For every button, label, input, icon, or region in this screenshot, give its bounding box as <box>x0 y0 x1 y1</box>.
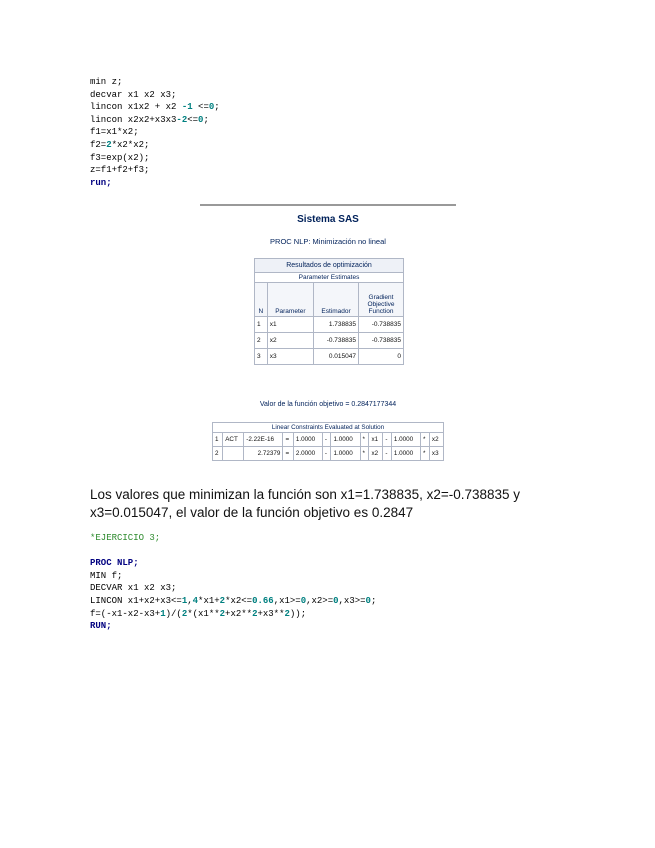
lincon-caption: Linear Constraints Evaluated at Solution <box>213 423 444 433</box>
conclusion-paragraph: Los valores que minimizan la función son x1=1.738835, x2=-0.738835 y x3=0.015047, el valor de la función objetivo es 0.2847 <box>90 487 521 520</box>
code-line: PROC NLP; <box>90 558 139 569</box>
code-line: LINCON x1+x2+x3<=1,4*x1+2*x2<=0.66,x1>=0,x2>=0,x3>=0; <box>90 595 377 606</box>
code-line: lincon x1x2 + x2 -1 <=0; <box>90 102 220 113</box>
table-row: 2 2.72379 = 2.0000 - 1.0000 * x2 - 1.0000 * x3 <box>213 447 444 461</box>
code-line: f2=2*x2*x2; <box>90 139 150 150</box>
sas-title: Sistema SAS <box>297 214 359 225</box>
linear-constraints-table <box>212 422 444 461</box>
code-line: z=f1+f2+f3; <box>90 165 150 176</box>
table-row: 1 x1 1.738835 -0.738835 <box>255 317 404 333</box>
code-comment: *EJERCICIO 3; <box>90 533 161 543</box>
code-line: min z; <box>90 77 123 87</box>
code-line: f=(-x1-x2-x3+1)/(2*(x1**2+x2**2+x3**2)); <box>90 608 307 619</box>
code-line: DECVAR x1 x2 x3; <box>90 583 177 594</box>
param-caption: Parameter Estimates <box>255 273 404 283</box>
code-block-1 <box>90 76 220 189</box>
objective-value: Valor de la función objetivo = 0.2847177344 <box>259 401 397 408</box>
table-row: 2 x2 -0.738835 -0.738835 <box>255 333 404 349</box>
code-line: f3=exp(x2); <box>90 152 150 163</box>
col-header: Gradient Objective Function <box>359 283 404 317</box>
code-line: decvar x1 x2 x3; <box>90 89 177 100</box>
col-header: Estimador <box>314 283 359 317</box>
col-header: Parameter <box>267 283 313 317</box>
table-row: 3 x3 0.015047 0 <box>255 349 404 365</box>
sas-output-image <box>200 204 456 474</box>
table-row: 1 ACT -2.22E-16 = 1.0000 - 1.0000 * x1 - 1.0000 * x2 <box>213 433 444 447</box>
parameter-estimates-table <box>254 258 404 365</box>
code-line: RUN; <box>90 621 112 632</box>
sas-subtitle: PROC NLP: Minimización no lineal <box>270 237 386 246</box>
code-line: f1=x1*x2; <box>90 127 139 138</box>
code-line: MIN f; <box>90 570 123 581</box>
results-caption: Resultados de optimización <box>255 259 404 273</box>
code-line: run; <box>90 177 112 188</box>
code-block-2 <box>90 532 376 633</box>
code-line: lincon x2x2+x3x3-2<=0; <box>90 114 209 125</box>
col-header: N <box>255 283 268 317</box>
